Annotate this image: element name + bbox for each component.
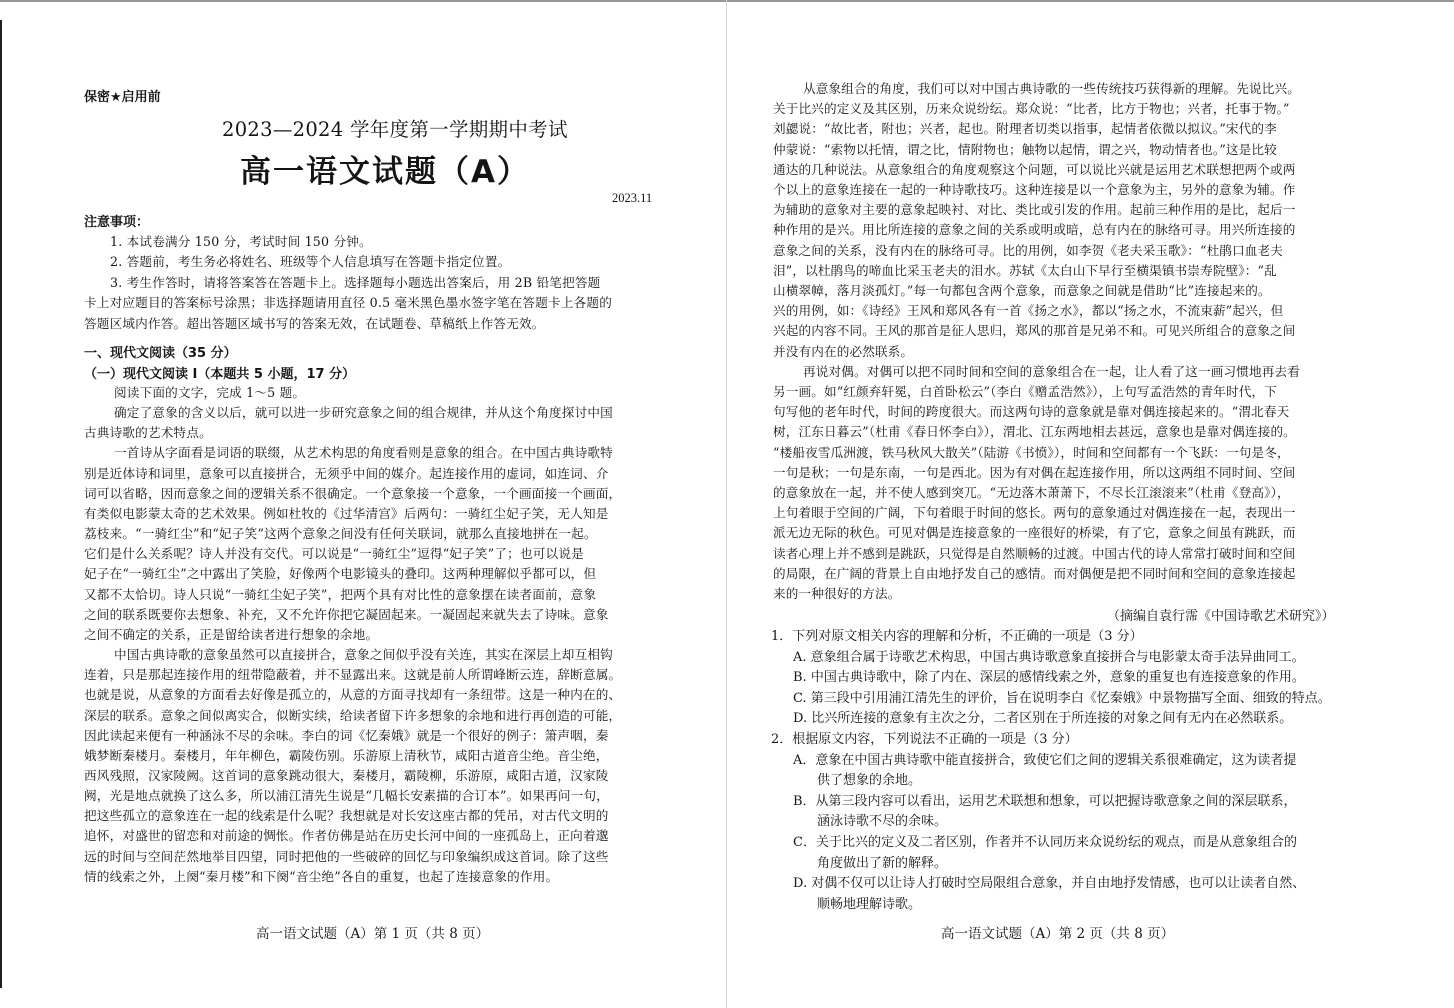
article-line: 上句着眼于空间的广阔，下句着眼于时间的悠长。两句的意象通过对偶连接在一起，表现出一 [773, 505, 1296, 521]
article-line: 情的线索之外，上阕“秦月楼”和下阕“音尘绝”各自的重复，也起了连接意象的作用。 [84, 868, 559, 884]
article-line: 娥梦断秦楼月。秦楼月，年年柳色，霸陵伤别。乐游原上清秋节，咸阳古道音尘绝。音尘绝， [84, 747, 609, 763]
article-line: 深层的联系。意象之间似离实合，似断实续，给读者留下许多想象的余地和进行再创造的可能， [84, 707, 622, 723]
question-option-cont: 顺畅地理解诗歌。 [817, 896, 922, 912]
article-line: 仲蒙说：“索物以托情，谓之比，情附物也；触物以起情，谓之兴，物动情者也。”这是比较 [773, 141, 1277, 157]
article-line: 再说对偶。对偶可以把不同时间和空间的意象组合在一起，让人看了这一画习惯地再去看 [803, 363, 1301, 379]
article-line: 为辅助的意象对主要的意象起映衬、对比、类比或引发的作用。起前三种作用的是比，起后一 [773, 202, 1296, 218]
article-line: 词可以省略，因而意象之间的逻辑关系不很确定。一个意象接一个意象，一个画面接一个画面， [84, 485, 622, 501]
article-line: 阅读下面的文字，完成 1～5 题。 [114, 385, 306, 400]
section-heading: 一、现代文阅读（35 分） [84, 346, 237, 361]
article-line: 句写他的老年时代，时间的跨度很大。而这两句诗的意象就是靠对偶连接起来的。“渭北春天 [773, 404, 1290, 420]
article-line: 它们是什么关系呢？诗人并没有交代。可以说是“一骑红尘”逗得“妃子笑”了；也可以说是 [84, 546, 584, 562]
article-line: 山横翠幛，落月淡孤灯。”每一句都包含两个意象，而意象之间就是借助“比”连接起来的。 [773, 283, 1271, 299]
article-line: 通达的几种说法。从意象组合的角度观察这个问题，可以说比兴就是运用艺术联想把两个或两 [773, 161, 1296, 177]
article-line: 个以上的意象连接在一起的一种诗歌技巧。这种连接是以一个意象为主，另外的意象为辅。作 [773, 182, 1296, 198]
article-line: 追怀，对盛世的留恋和对前途的惆怅。作者仿佛是站在历史长河中间的一座孤岛上，正向着邈 [84, 828, 609, 844]
article-line: 的局限，在广阔的背景上自由地抒发自己的感情。而对偶便是把不同时间和空间的意象连接起 [773, 565, 1296, 581]
article-line: 妃子在“一骑红尘”之中露出了笑脸，好像两个电影镜头的叠印。这两种理解似乎都可以，但 [84, 566, 597, 582]
article-line: 刘勰说：“故比者，附也；兴者，起也。附理者切类以指事，起情者依微以拟议。”宋代的李 [773, 121, 1277, 137]
article-line: 的意象放在一起，并不使人感到突兀。“无边落木萧萧下，不尽长江滚滚来”（杜甫《登高》）， [773, 485, 1290, 501]
paper-title: 高一语文试题（A） [240, 154, 530, 190]
question-option: B．从第三段内容可以看出，运用艺术联想和想象，可以把握诗歌意象之间的深层联系， [793, 793, 1297, 809]
confidential-label: 保密★启用前 [84, 90, 161, 105]
question-option: D. 比兴所连接的意象有主次之分，二者区别在于所连接的对象之间有无内在必然联系。 [793, 711, 1293, 727]
article-line: 从意象组合的角度，我们可以对中国古典诗歌的一些传统技巧获得新的理解。先说比兴。 [803, 81, 1301, 96]
question-stem: 1．下列对原文相关内容的理解和分析，不正确的一项是（3 分） [771, 629, 1143, 644]
exam-date: 2023.11 [612, 191, 653, 205]
question-option: A．意象在中国古典诗歌中能直接拼合，致使它们之间的逻辑关系很难确定，这为读者提 [793, 752, 1297, 768]
question-option: C．关于比兴的定义及二者区别，作者并不认同历来众说纷纭的观点，而是从意象组合的 [793, 834, 1297, 850]
article-line: 关于比兴的定义及其区别，历来众说纷纭。郑众说：“比者，比方于物也；兴者，托事于物。” [773, 101, 1290, 117]
article-line: 把这些孤立的意象连在一起的线索是什么呢？我想就是对长安这座古都的凭吊，对古代文明的 [84, 808, 609, 824]
article-line: 来的一种很好的方法。 [773, 586, 901, 602]
notice-list [84, 232, 662, 334]
article-line: “楼船夜雪瓜洲渡，铁马秋风大散关”（陆游《书愤》），时间和空间都有一个飞跃：一句是冬， [773, 444, 1290, 460]
question-option: A. 意象组合属于诗歌艺术构思，中国古典诗歌意象直接拼合与电影蒙太奇手法异曲同工。 [793, 649, 1305, 665]
subsection-heading: （一）现代文阅读 I（本题共 5 小题，17 分） [84, 367, 356, 382]
article-line: 并没有内在的必然联系。 [773, 343, 914, 359]
article-line: 之间的联系既要你去想象、补充，又不允许你把它凝固起来。一凝固起来就失去了诗味。意象 [84, 606, 609, 622]
notice-line: 2. 答题前，考生务必将姓名、班级等个人信息填写在答题卡指定位置。 [110, 254, 511, 270]
question-option: C. 第三段中引用浦江清先生的评价，旨在说明李白《忆秦娥》中景物描写全面、细致的特点。 [793, 690, 1331, 706]
article-line: 西风残照，汉家陵阙。这首词的意象跳动很大，秦楼月，霸陵柳，乐游原，咸阳古道，汉家陵 [84, 767, 609, 783]
article-line: 意象之间的关系，没有内在的脉络可寻。比的用例，如李贺《老夫采玉歌》：“杜鹃口血老夫 [773, 242, 1284, 258]
notice-line: 3. 考生作答时，请将答案答在答题卡上。选择题每小题选出答案后，用 2B 铅笔把答题 [110, 274, 601, 290]
question-stem: 2．根据原文内容，下列说法不正确的一项是（3 分） [771, 731, 1078, 747]
article-line: 读者心理上并不感到是跳跃，只觉得是自然顺畅的过渡。中国古代的诗人常常打破时间和空间 [773, 545, 1296, 561]
article-line: 远的时间与空间茫然地举目四望，同时把他的一些破碎的回忆与印象编织成这首词。除了这些 [84, 848, 609, 864]
question-option: B. 中国古典诗歌中，除了内在、深层的感情线索之外，意象的重复也有连接意象的作用。 [793, 670, 1305, 686]
article-line: 一首诗从字面看是词语的联缀，从艺术构思的角度看则是意象的组合。在中国古典诗歌特 [114, 445, 613, 461]
article-line: 派无边无际的秋色。可见对偶是连接意象的一座很好的桥梁，有了它，意象之间虽有跳跃，而 [773, 525, 1296, 541]
article-line: 另一画。如“红颜弃轩冕，白首卧松云”（李白《赠孟浩然》），上句写孟浩然的青年时代，下 [773, 384, 1278, 400]
article-line: 确定了意象的含义以后，就可以进一步研究意象之间的组合规律，并从这个角度探讨中国 [114, 405, 613, 421]
article-right [773, 79, 1391, 604]
source-citation: （摘编自袁行霈《中国诗歌艺术研究》） [1107, 609, 1335, 624]
article-line: 又都不太恰切。诗人只说“一骑红尘妃子笑”，把两个具有对比性的意象摆在读者面前，意象 [84, 586, 597, 602]
notice-line: 答题区域内作答。超出答题区域书写的答案无效，在试题卷、草稿纸上作答无效。 [84, 315, 545, 331]
article-line: 古典诗歌的艺术特点。 [84, 425, 212, 441]
exam-title: 2023—2024 学年度第一学期期中考试 [222, 118, 568, 141]
article-line: 种作用的是兴。用比所连接的意象之间的关系或明或暗，总有内在的脉络可寻。用兴所连接的 [773, 222, 1296, 238]
page-2 [727, 0, 1454, 1008]
page-footer: 高一语文试题（A）第 1 页（共 8 页） [256, 926, 490, 942]
article-left [84, 383, 662, 887]
article-line: 中国古典诗歌的意象虽然可以直接拼合，意象之间似乎没有关连，其实在深层上却互相钩 [114, 647, 613, 663]
notice-line: 卡上对应题目的答案标号涂黑；非选择题请用直径 0.5 毫米黑色墨水签字笔在答题卡上各题的 [84, 295, 612, 311]
article-line: 阙，光是地点就换了这么多，所以浦江清先生说是“几幅长安素描的合订本”。如果再问一句， [84, 788, 610, 804]
article-line: 有类似电影蒙太奇的艺术效果。例如杜牧的《过华清宫》后两句：一骑红尘妃子笑，无人知是 [84, 505, 609, 521]
article-line: 树，江东日暮云”（杜甫《春日怀李白》），渭北、江东两地相去甚远，意象也是靠对偶连接的。 [773, 424, 1296, 440]
page-footer: 高一语文试题（A）第 2 页（共 8 页） [941, 926, 1175, 942]
question-option-cont: 角度做出了新的解释。 [817, 855, 948, 871]
article-line: 兴起的内容不同。王风的那首是征人思归，郑风的那首是兄弟不和。可见兴所组合的意象之间 [773, 323, 1296, 339]
question-option: D. 对偶不仅可以让诗人打破时空局限组合意象，并自由地抒发情感，也可以让读者自然、 [793, 876, 1306, 892]
notice-line: 1. 本试卷满分 150 分，考试时间 150 分钟。 [110, 234, 372, 249]
article-line: 之间不确定的关系，正是留给读者进行想象的余地。 [84, 626, 379, 642]
question-option-cont: 供了想象的余地。 [817, 773, 922, 789]
article-line: 兴的用例，如：《诗经》王风和郑风各有一首《扬之水》，都以“扬之水，不流束薪”起兴，但 [773, 303, 1284, 319]
question-list [771, 627, 1391, 915]
article-line: 荔枝来。“一骑红尘”和“妃子笑”这两个意象之间没有任何关联词，就那么直接地拼在一起。 [84, 526, 597, 542]
notice-heading: 注意事项： [84, 215, 150, 230]
article-line: 一句是秋；一句是东南，一句是西北。因为有对偶在起连接作用，所以这两组不同时间、空间 [773, 464, 1296, 480]
question-option-cont: 涵泳诗歌不尽的余味。 [817, 814, 948, 830]
article-line: 别是近体诗和词里，意象可以直接拼合，无须乎中间的媒介。起连接作用的虚词，如连词、介 [84, 465, 609, 481]
article-line: 也就是说，从意象的方面看去好像是孤立的，从意的方面寻找却有一条纽带。这是一种内在的、 [84, 687, 622, 703]
article-line: 连着，只是那起连接作用的纽带隐蔽着，并不显露出来。这就是前人所谓峰断云连，辞断意属。 [84, 667, 622, 683]
article-line: 泪”，以杜鹃鸟的啼血比采玉老夫的泪水。苏轼《太白山下早行至横渠镇书崇寿院壁》：“乱 [773, 262, 1277, 278]
article-line: 因此读起来便有一种涵泳不尽的余味。李白的词《忆秦娥》就是一个很好的例子：箫声咽，秦 [84, 727, 609, 743]
